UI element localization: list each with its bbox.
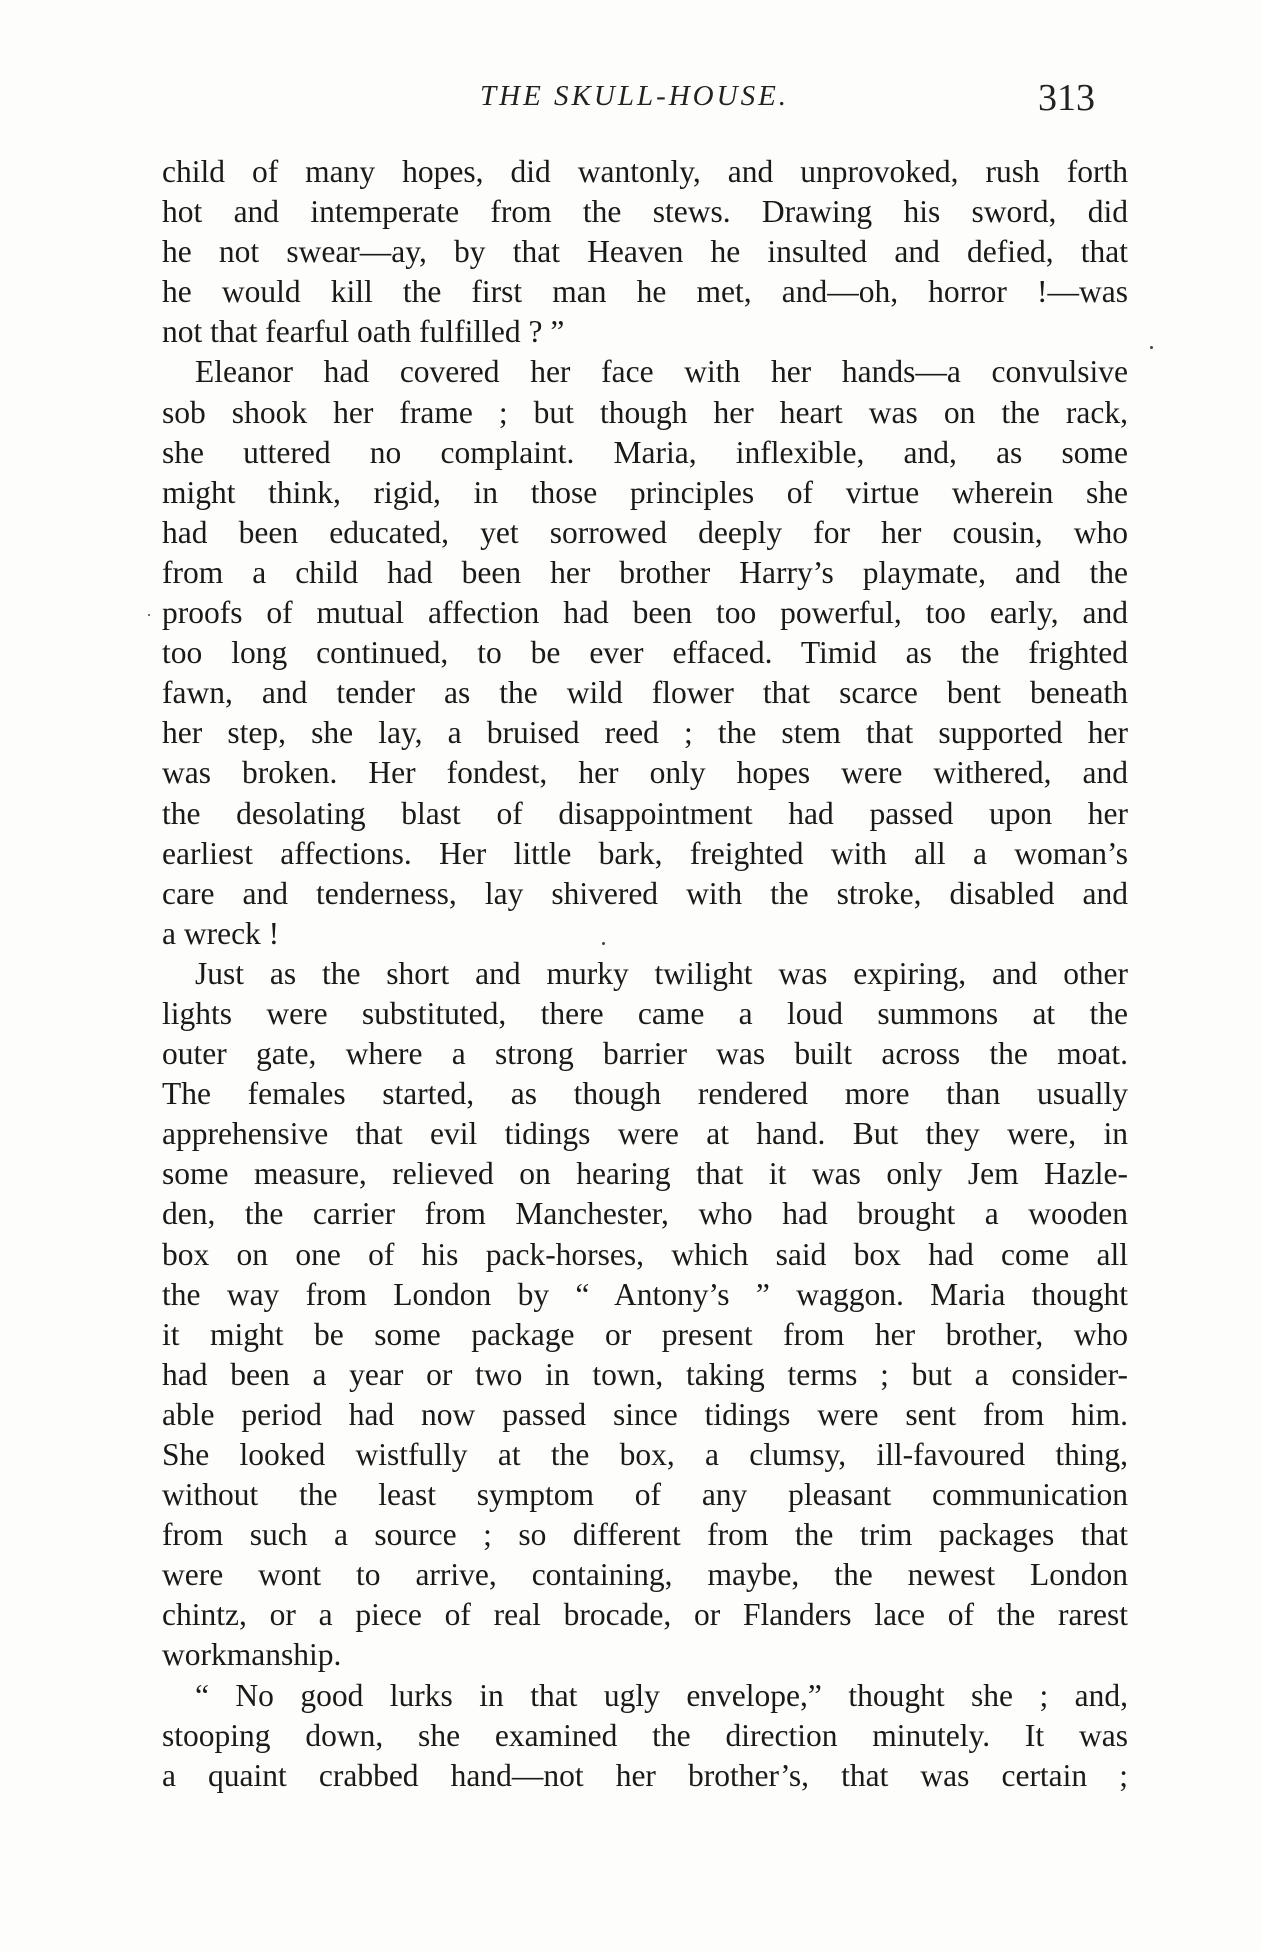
text-line: earliest affections. Her little bark, freighted with all a woman’s [162,835,1128,871]
text-line: might think, rigid, in those principles of virtue wherein she [162,474,1128,510]
text-line: a wreck ! [162,915,280,951]
text-line: from a child had been her brother Harry’s playmate, and the [162,554,1128,590]
text-line: he not swear—ay, by that Heaven he insulted and defied, that [162,234,1128,270]
text-line: lights were substituted, there came a loud summons at the [162,995,1128,1031]
text-line: too long continued, to be ever effaced. Timid as the frighted [162,635,1128,671]
running-title: THE SKULL-HOUSE. [480,80,790,112]
text-line: box on one of his pack-horses, which said box had come all [162,1236,1128,1272]
print-speck [602,942,605,945]
text-line: was broken. Her fondest, her only hopes were withered, and [162,755,1128,791]
text-line: outer gate, where a strong barrier was built across the moat. [162,1036,1128,1072]
text-line: she uttered no complaint. Maria, inflexible, and, as some [162,434,1128,470]
text-line: he would kill the first man he met, and—oh, horror !—was [162,274,1128,310]
text-line: the way from London by “ Antony’s ” waggon. Maria thought [162,1276,1128,1312]
text-line: stooping down, she examined the direction minutely. It was [162,1717,1128,1753]
print-speck [1150,346,1153,349]
text-line: proofs of mutual affection had been too powerful, too early, and [162,595,1128,631]
text-line: chintz, or a piece of real brocade, or Flanders lace of the rarest [162,1597,1128,1633]
text-line: workmanship. [162,1637,342,1673]
text-line: were wont to arrive, containing, maybe, the newest London [162,1557,1128,1593]
text-line: it might be some package or present from her brother, who [162,1316,1128,1352]
body-text [162,152,1128,1796]
text-line: care and tenderness, lay shivered with the stroke, disabled and [162,875,1128,911]
text-line: able period had now passed since tidings were sent from him. [162,1396,1128,1432]
text-line: had been a year or two in town, taking terms ; but a consider- [162,1356,1128,1392]
print-speck [148,614,150,616]
text-line: from such a source ; so different from the trim packages that [162,1517,1128,1553]
text-line: without the least symptom of any pleasant communication [162,1477,1128,1513]
text-line: hot and intemperate from the stews. Drawing his sword, did [162,194,1128,230]
text-line: the desolating blast of disappointment had passed upon her [162,795,1128,831]
text-line: sob shook her frame ; but though her heart was on the rack, [162,394,1128,430]
text-line: She looked wistfully at the box, a clumsy, ill-favoured thing, [162,1437,1128,1472]
text-line: Just as the short and murky twilight was expiring, and other [195,955,1128,991]
text-line: “ No good lurks in that ugly envelope,” thought she ; and, [195,1677,1128,1713]
text-line: her step, she lay, a bruised reed ; the stem that supported her [162,715,1128,751]
text-line: a quaint crabbed hand—not her brother’s, that was certain ; [162,1757,1128,1793]
text-line: Eleanor had covered her face with her hands—a convulsive [195,354,1128,390]
text-line: not that fearful oath fulfilled ? ” [162,314,565,350]
text-line: some measure, relieved on hearing that it was only Jem Hazle- [162,1156,1128,1192]
text-line: apprehensive that evil tidings were at hand. But they were, in [162,1116,1128,1152]
text-line: The females started, as though rendered more than usually [162,1076,1128,1112]
text-line: den, the carrier from Manchester, who had brought a wooden [162,1196,1128,1232]
text-line: had been educated, yet sorrowed deeply for her cousin, who [162,514,1128,550]
page-number: 313 [1038,77,1095,119]
text-line: fawn, and tender as the wild flower that scarce bent beneath [162,675,1128,711]
text-line: child of many hopes, did wantonly, and unprovoked, rush forth [162,154,1128,189]
